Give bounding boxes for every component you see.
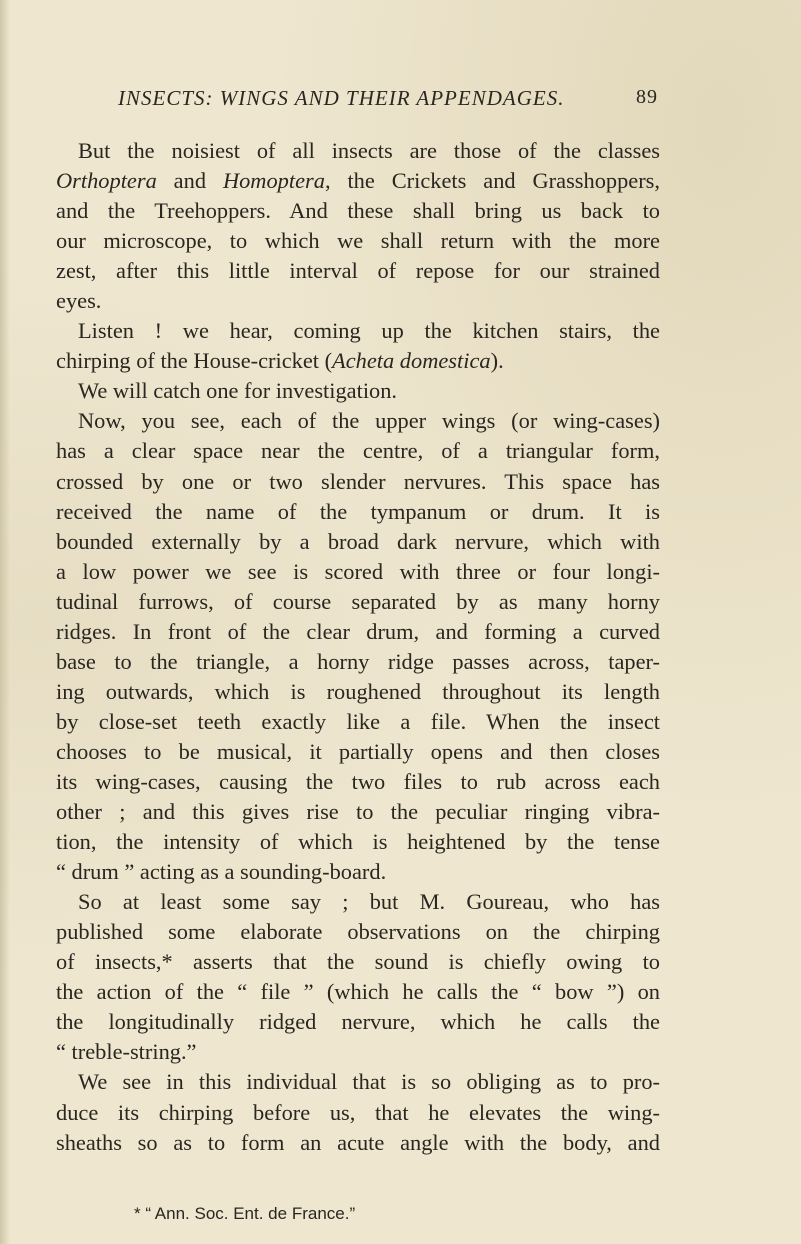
text-line: base to the triangle, a horny ridge passes across, taper- [56, 648, 660, 674]
text-line: So at least some say ; but M. Goureau, who has [78, 889, 660, 915]
running-header [118, 86, 658, 116]
text-line: “ drum ” acting as a sounding-board. [56, 859, 387, 885]
text-line: bounded externally by a broad dark nervure, which with [56, 528, 660, 554]
text-line: the longitudinally ridged nervure, which he calls the [56, 1009, 660, 1035]
text-line: Listen ! we hear, coming up the kitchen stairs, the [78, 318, 660, 344]
text-line: its wing-cases, causing the two files to rub across each [56, 768, 660, 794]
text-line: ridges. In front of the clear drum, and forming a curved [56, 618, 660, 644]
text-line: other ; and this gives rise to the peculiar ringing vibra- [56, 799, 660, 825]
text-line: the action of the “ file ” (which he calls the “ bow ”) on [56, 979, 660, 1005]
body-text [56, 136, 660, 1158]
text-line: duce its chirping before us, that he elevates the wing- [56, 1099, 660, 1125]
text-line: chooses to be musical, it partially opens and then closes [56, 738, 660, 764]
page-number: 89 [636, 86, 658, 108]
text-line: crossed by one or two slender nervures. This space has [56, 468, 660, 494]
text-line: tudinal furrows, of course separated by as many horny [56, 588, 660, 614]
text-line: a low power we see is scored with three or four longi- [56, 558, 660, 584]
running-header-title: INSECTS: WINGS AND THEIR APPENDAGES. [118, 86, 565, 110]
text-line: sheaths so as to form an acute angle with the body, and [56, 1129, 660, 1155]
text-line: published some elaborate observations on the chirping [56, 919, 660, 945]
text-line: Now, you see, each of the upper wings (or wing-cases) [78, 408, 660, 434]
text-line: eyes. [56, 288, 102, 314]
text-line: of insects,* asserts that the sound is chiefly owing to [56, 949, 660, 975]
text-line: But the noisiest of all insects are those of the classes [78, 138, 660, 163]
text-line: Orthoptera and Homoptera, the Crickets and Grasshoppers, [56, 168, 660, 194]
text-line: has a clear space near the centre, of a triangular form, [56, 438, 660, 464]
text-line: and the Treehoppers. And these shall bring us back to [56, 198, 660, 224]
text-line: We will catch one for investigation. [78, 378, 398, 404]
text-line: tion, the intensity of which is heightened by the tense [56, 829, 660, 855]
text-line: received the name of the tympanum or drum. It is [56, 498, 660, 524]
text-line: our microscope, to which we shall return with the more [56, 228, 660, 254]
page-edge-shadow [0, 0, 10, 1244]
footnote: * “ Ann. Soc. Ent. de France.” [134, 1204, 356, 1223]
text-line: zest, after this little interval of repose for our strained [56, 258, 660, 284]
text-line: ing outwards, which is roughened throughout its length [56, 678, 660, 704]
text-line: chirping of the House-cricket (Acheta domestica). [56, 348, 504, 374]
text-line: by close-set teeth exactly like a file. When the insect [56, 708, 660, 734]
text-line: “ treble-string.” [56, 1039, 197, 1065]
text-line: We see in this individual that is so obliging as to pro- [78, 1069, 660, 1095]
